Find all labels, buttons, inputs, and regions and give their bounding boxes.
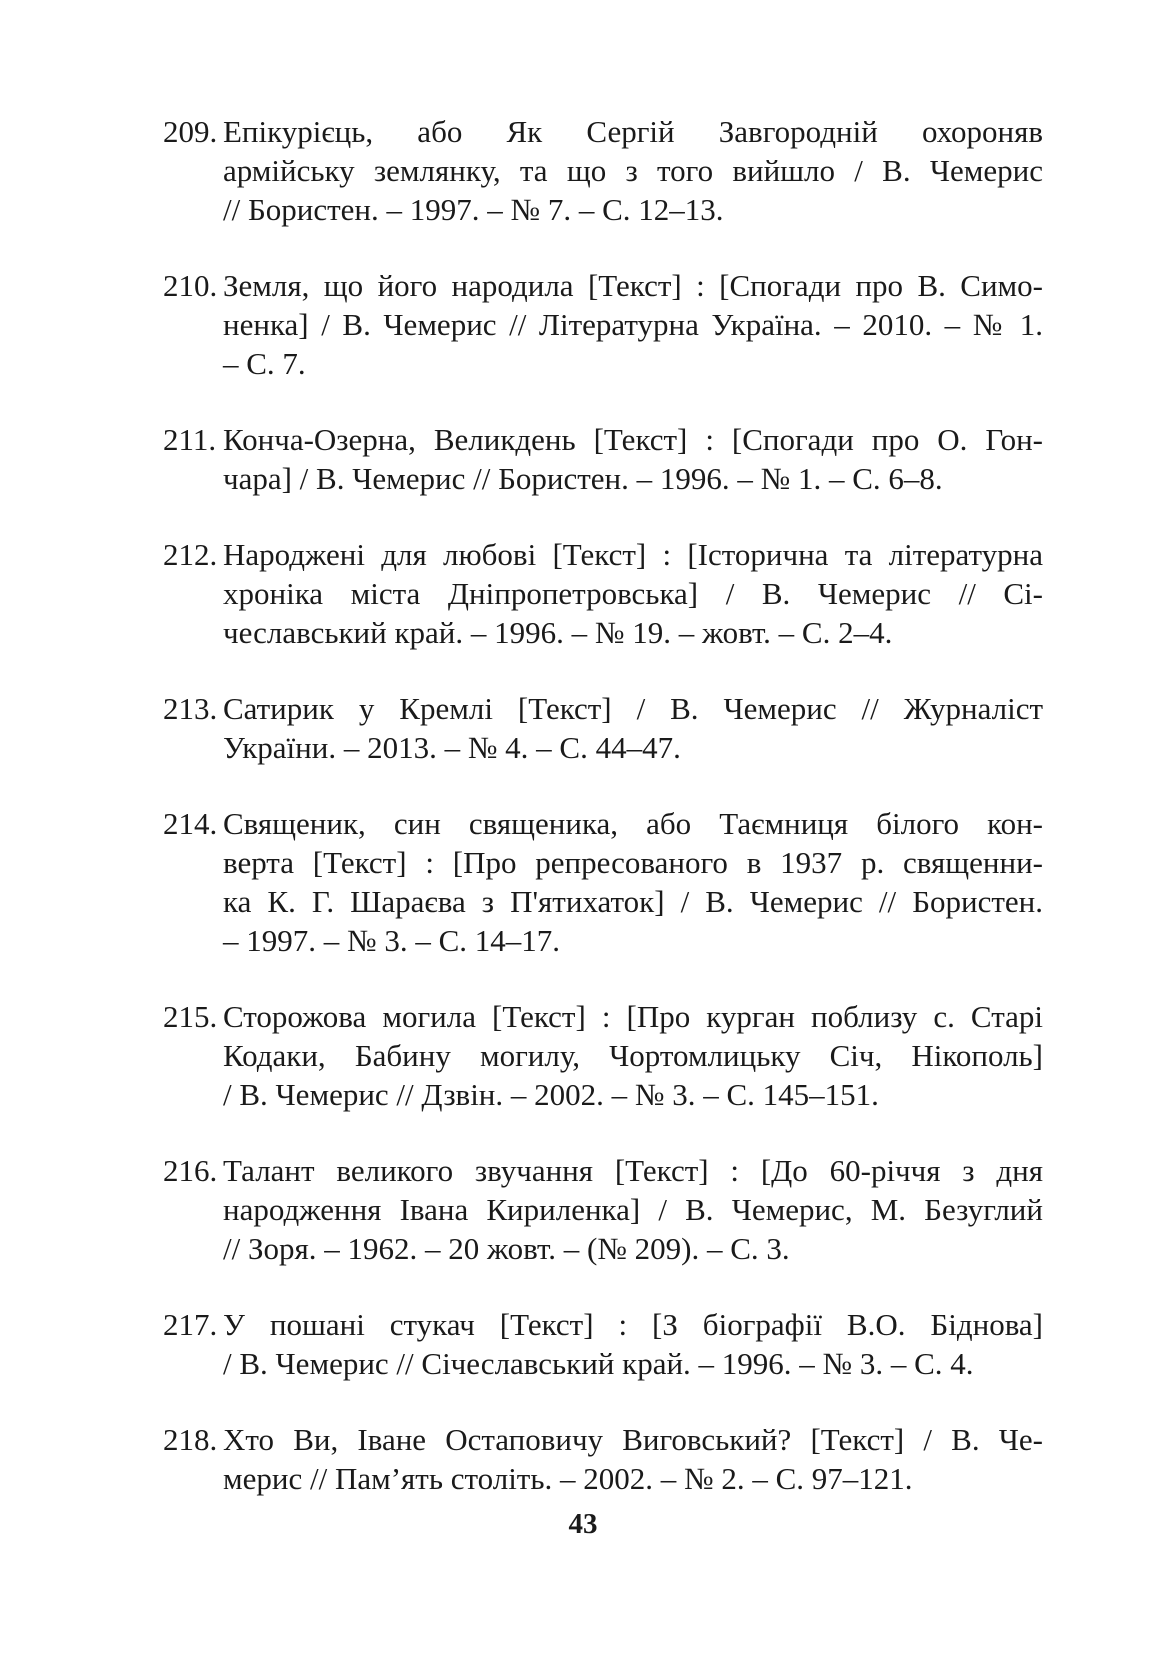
entry-number: 217. — [163, 1307, 218, 1342]
entry-number: 212. — [163, 537, 218, 572]
bibliography-entry-215 — [163, 997, 1043, 1114]
bibliography-entry-210 — [163, 266, 1043, 383]
entry-number: 216. — [163, 1153, 218, 1188]
entry-line: // Зоря. – 1962. – 20 жовт. – (№ 209). – С. 3. — [223, 1231, 790, 1266]
entry-line: // Бористен. – 1997. – № 7. – С. 12–13. — [223, 192, 724, 227]
bibliography-entry-213 — [163, 689, 1043, 767]
entry-line: Кодаки, Бабину могилу, Чортомлицьку Січ, Нікополь] — [223, 1038, 1043, 1073]
entry-line: України. – 2013. – № 4. – С. 44–47. — [223, 730, 681, 765]
bibliography-list — [163, 112, 1043, 1535]
bibliography-entry-216 — [163, 1151, 1043, 1268]
entry-line: Епікурієць, або Як Сергій Завгородній охороняв — [223, 114, 1043, 149]
entry-line: Сатирик у Кремлі [Текст] / В. Чемерис // Журналіст — [223, 691, 1043, 726]
entry-line: народження Івана Кириленка] / В. Чемерис, М. Безуглий — [223, 1192, 1043, 1227]
entry-line: Народжені для любові [Текст] : [Історична та літературна — [223, 537, 1043, 572]
bibliography-entry-209 — [163, 112, 1043, 229]
entry-line: – С. 7. — [223, 346, 306, 381]
bibliography-entry-212 — [163, 535, 1043, 652]
entry-line: верта [Текст] : [Про репресованого в 1937 р. священни- — [223, 845, 1043, 880]
entry-line: Конча-Озерна, Великдень [Текст] : [Спогади про О. Гон- — [223, 422, 1043, 457]
entry-line: – 1997. – № 3. – С. 14–17. — [223, 923, 561, 958]
entry-number: 213. — [163, 691, 218, 726]
entry-line: Земля, що його народила [Текст] : [Спогади про В. Симо- — [223, 268, 1043, 303]
page-number: 43 — [568, 1508, 598, 1540]
entry-line: Сторожова могила [Текст] : [Про курган поблизу с. Старі — [223, 999, 1043, 1034]
entry-number: 211. — [163, 422, 217, 457]
bibliography-entry-217 — [163, 1305, 1043, 1383]
entry-line: чара] / В. Чемерис // Бористен. – 1996. – № 1. – С. 6–8. — [223, 461, 943, 496]
entry-number: 209. — [163, 114, 218, 149]
entry-line: / В. Чемерис // Січеславський край. – 1996. – № 3. – С. 4. — [223, 1346, 974, 1381]
entry-line: Хто Ви, Іване Остаповичу Виговський? [Текст] / В. Че- — [223, 1422, 1043, 1457]
entry-line: Священик, син священика, або Таємниця білого кон- — [223, 806, 1043, 841]
entry-line: хроніка міста Дніпропетровська] / В. Чемерис // Сі- — [223, 576, 1043, 611]
entry-line: Талант великого звучання [Текст] : [До 60-річчя з дня — [223, 1153, 1043, 1188]
entry-line: мерис // Пам’ять століть. – 2002. – № 2. – С. 97–121. — [223, 1461, 913, 1496]
bibliography-entry-211 — [163, 420, 1043, 498]
entry-line: ка К. Г. Шараєва з П'ятихаток] / В. Чемерис // Бористен. — [223, 884, 1043, 919]
entry-line: У пошані стукач [Текст] : [З біографії В.О. Біднова] — [223, 1307, 1043, 1342]
entry-line: ненка] / В. Чемерис // Літературна Україна. – 2010. – № 1. — [223, 307, 1043, 342]
bibliography-entry-218 — [163, 1420, 1043, 1498]
entry-line: / В. Чемерис // Дзвін. – 2002. – № 3. – С. 145–151. — [223, 1077, 879, 1112]
entry-number: 215. — [163, 999, 218, 1034]
bibliography-entry-214 — [163, 804, 1043, 960]
entry-number: 214. — [163, 806, 218, 841]
entry-line: армійську землянку, та що з того вийшло / В. Чемерис — [223, 153, 1043, 188]
entry-number: 218. — [163, 1422, 218, 1457]
entry-line: чеславський край. – 1996. – № 19. – жовт. – С. 2–4. — [223, 615, 893, 650]
entry-number: 210. — [163, 268, 218, 303]
